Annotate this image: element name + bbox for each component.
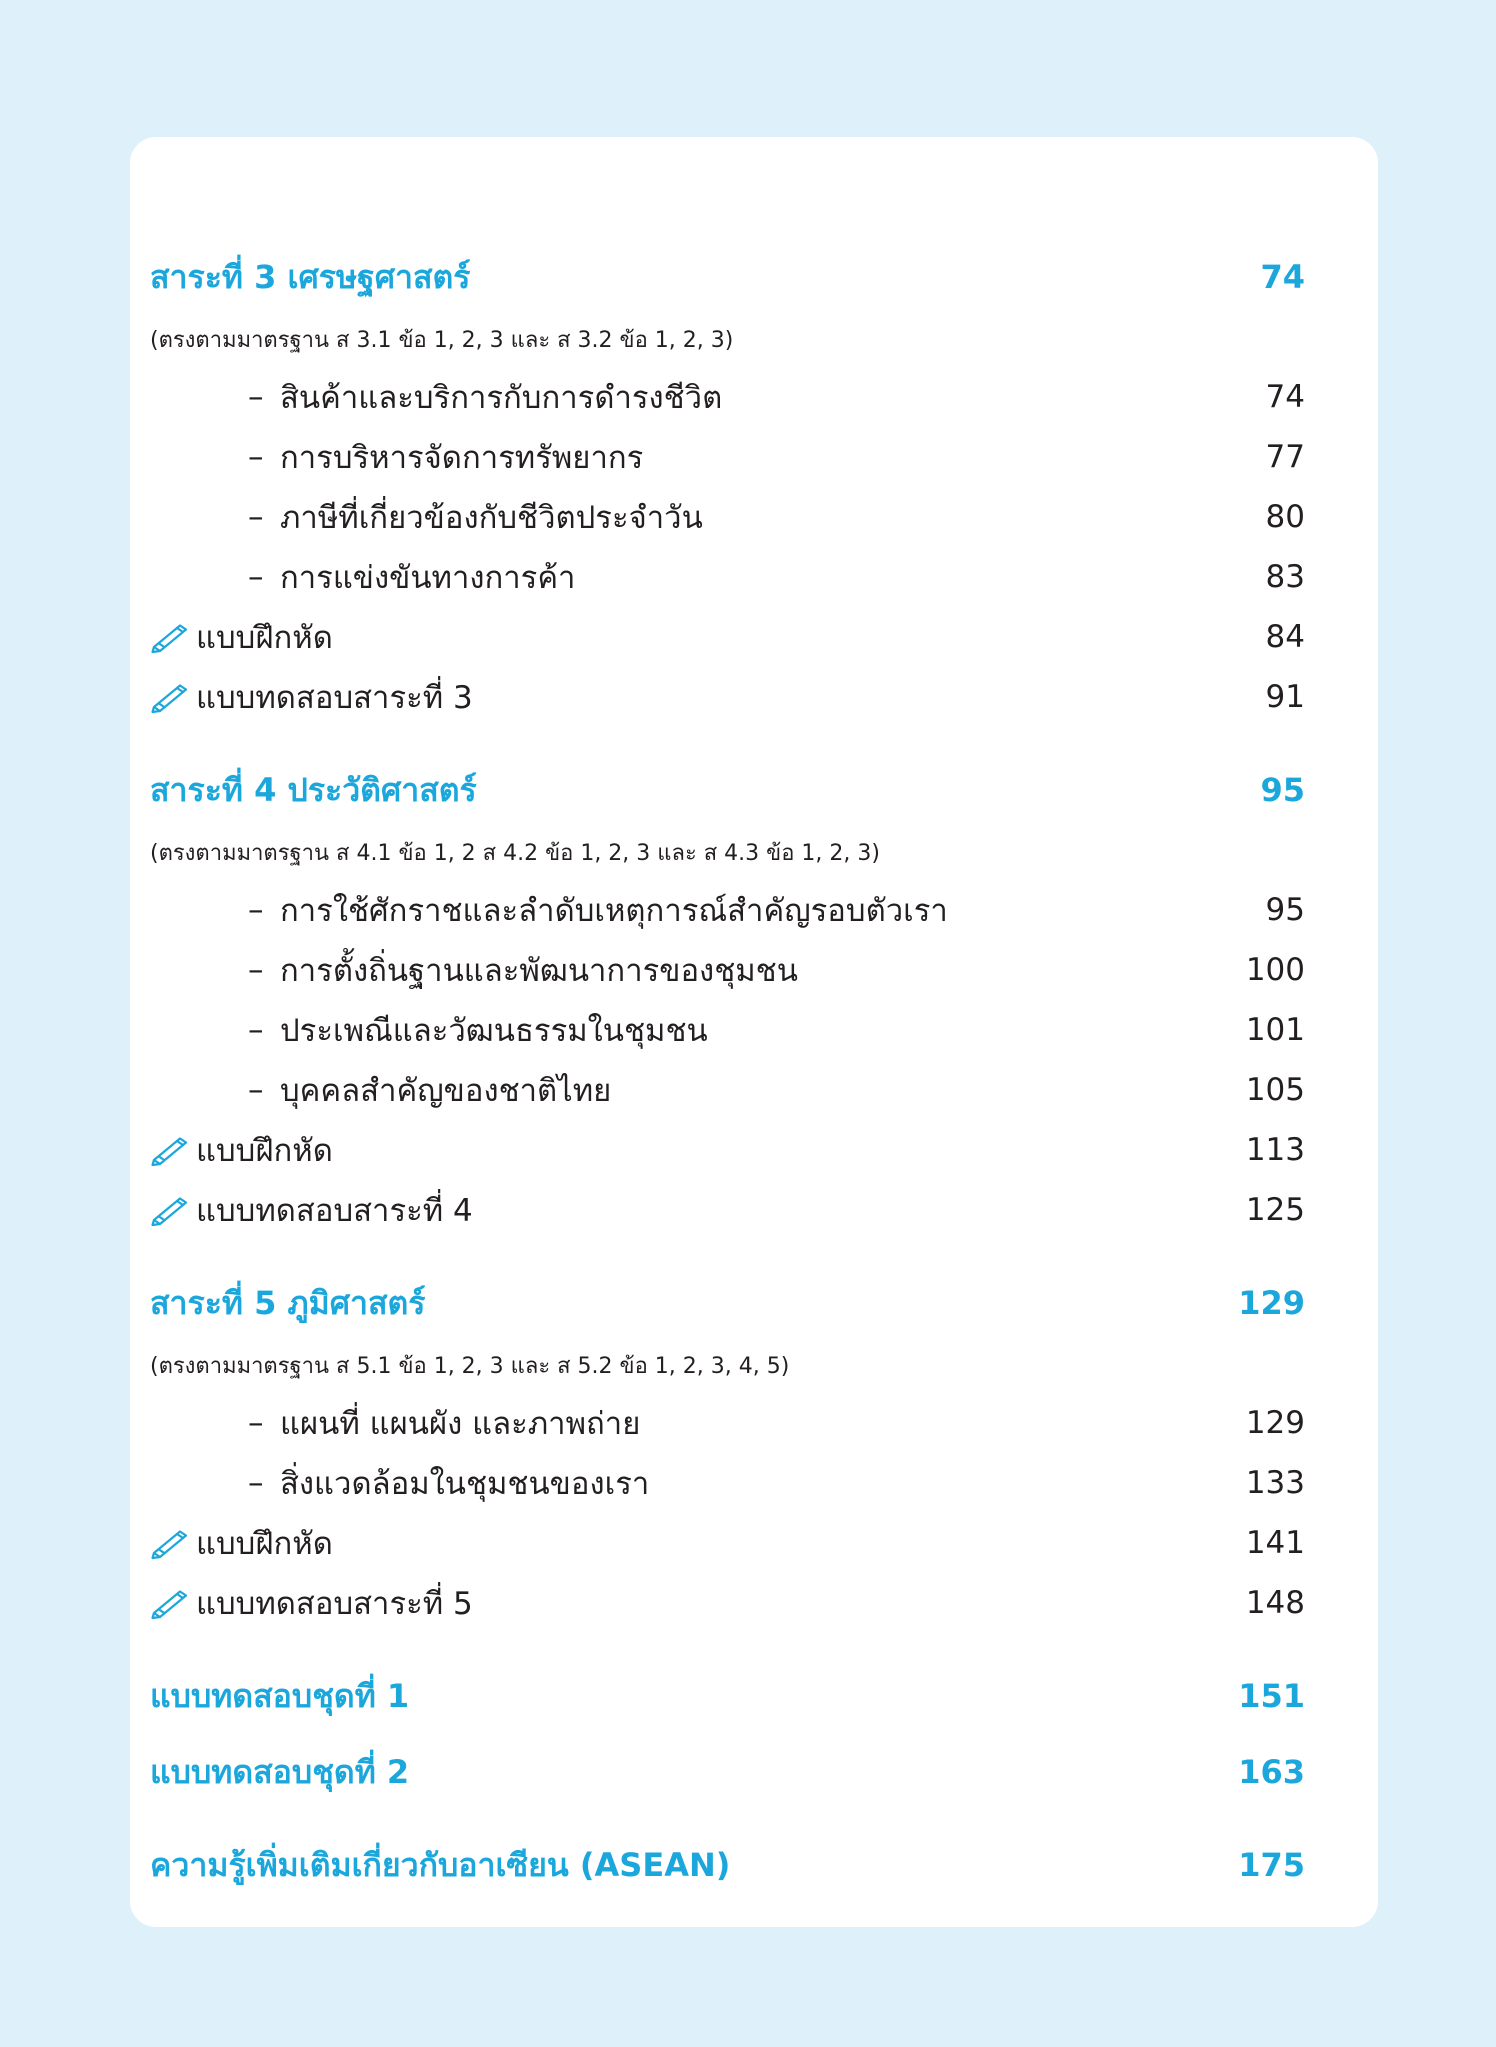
section-page: 129 xyxy=(1238,1284,1305,1322)
entry-label: สินค้าและบริการกับการดำรงชีวิต xyxy=(280,380,723,416)
test-entry[interactable] xyxy=(150,1188,1305,1232)
entry-label: การใช้ศักราชและลำดับเหตุการณ์สำคัญรอบตัวเรา xyxy=(280,893,948,929)
entry-page: 84 xyxy=(1265,619,1305,655)
entry-label: การบริหารจัดการทรัพยากร xyxy=(280,440,644,476)
toc-entry[interactable] xyxy=(150,1008,1305,1052)
extra-page: 175 xyxy=(1238,1846,1305,1884)
extra-title: แบบทดสอบชุดที่ 1 xyxy=(150,1676,410,1715)
entry-page: 133 xyxy=(1245,1465,1305,1501)
toc-entry[interactable] xyxy=(150,435,1305,479)
entry-label: แบบฝึกหัด xyxy=(196,1133,333,1169)
topic-marker: – xyxy=(248,1405,264,1441)
toc-entry[interactable] xyxy=(150,1401,1305,1445)
topic-marker: – xyxy=(248,952,264,988)
pencil-icon xyxy=(150,620,188,654)
entry-page: 91 xyxy=(1265,679,1305,715)
entry-label: สิ่งแวดล้อมในชุมชนของเรา xyxy=(280,1466,650,1502)
entry-page: 80 xyxy=(1265,499,1305,535)
topic-marker: – xyxy=(248,1072,264,1108)
entry-label: แบบฝึกหัด xyxy=(196,1526,333,1562)
section-title: สาระที่ 5 ภูมิศาสตร์ xyxy=(150,1283,426,1322)
extra-heading-test-2[interactable] xyxy=(150,1747,1305,1797)
pencil-icon xyxy=(150,1526,188,1560)
topic-marker: – xyxy=(248,1012,264,1048)
entry-page: 105 xyxy=(1245,1072,1305,1108)
toc-entry[interactable] xyxy=(150,375,1305,419)
entry-label: แผนที่ แผนผัง และภาพถ่าย xyxy=(280,1406,641,1442)
toc-entry[interactable] xyxy=(150,1461,1305,1505)
exercise-entry[interactable] xyxy=(150,1128,1305,1172)
exercise-entry[interactable] xyxy=(150,615,1305,659)
topic-marker: – xyxy=(248,439,264,475)
toc-entry[interactable] xyxy=(150,495,1305,539)
section-3-heading[interactable] xyxy=(150,252,1305,302)
toc-entry[interactable] xyxy=(150,555,1305,599)
topic-marker: – xyxy=(248,499,264,535)
pencil-icon xyxy=(150,1586,188,1620)
entry-page: 141 xyxy=(1245,1525,1305,1561)
entry-page: 95 xyxy=(1265,892,1305,928)
extra-page: 151 xyxy=(1238,1677,1305,1715)
test-entry[interactable] xyxy=(150,1581,1305,1625)
toc-entry[interactable] xyxy=(150,948,1305,992)
section-page: 74 xyxy=(1260,258,1305,296)
extra-title: ความรู้เพิ่มเติมเกี่ยวกับอาเซียน (ASEAN) xyxy=(150,1845,731,1884)
entry-page: 83 xyxy=(1265,559,1305,595)
topic-marker: – xyxy=(248,1465,264,1501)
standard-text: (ตรงตามมาตรฐาน ส 4.1 ข้อ 1, 2 ส 4.2 ข้อ 1, 2, 3 และ ส 4.3 ข้อ 1, 2, 3) xyxy=(150,840,880,866)
extra-page: 163 xyxy=(1238,1753,1305,1791)
entry-label: บุคคลสำคัญของชาติไทย xyxy=(280,1073,612,1109)
standard-text: (ตรงตามมาตรฐาน ส 3.1 ข้อ 1, 2, 3 และ ส 3.2 ข้อ 1, 2, 3) xyxy=(150,327,734,353)
toc-entry[interactable] xyxy=(150,1068,1305,1112)
entry-label: ภาษีที่เกี่ยวข้องกับชีวิตประจำวัน xyxy=(280,500,703,536)
section-3-standard xyxy=(150,323,1305,355)
pencil-icon xyxy=(150,1133,188,1167)
pencil-icon xyxy=(150,680,188,714)
topic-marker: – xyxy=(248,379,264,415)
entry-label: แบบทดสอบสาระที่ 4 xyxy=(196,1193,473,1229)
entry-page: 113 xyxy=(1245,1132,1305,1168)
section-5-standard xyxy=(150,1349,1305,1381)
entry-label: ประเพณีและวัฒนธรรมในชุมชน xyxy=(280,1013,708,1049)
entry-label: การตั้งถิ่นฐานและพัฒนาการของชุมชน xyxy=(280,953,798,989)
extra-heading-asean[interactable] xyxy=(150,1840,1305,1890)
section-4-heading[interactable] xyxy=(150,765,1305,815)
entry-label: แบบทดสอบสาระที่ 3 xyxy=(196,680,473,716)
section-title: สาระที่ 4 ประวัติศาสตร์ xyxy=(150,770,477,809)
section-page: 95 xyxy=(1260,771,1305,809)
entry-page: 101 xyxy=(1245,1012,1305,1048)
section-title: สาระที่ 3 เศรษฐศาสตร์ xyxy=(150,257,471,296)
topic-marker: – xyxy=(248,892,264,928)
topic-marker: – xyxy=(248,559,264,595)
entry-page: 148 xyxy=(1245,1585,1305,1621)
pencil-icon xyxy=(150,1193,188,1227)
entry-label: แบบทดสอบสาระที่ 5 xyxy=(196,1586,473,1622)
entry-page: 125 xyxy=(1245,1192,1305,1228)
standard-text: (ตรงตามมาตรฐาน ส 5.1 ข้อ 1, 2, 3 และ ส 5.2 ข้อ 1, 2, 3, 4, 5) xyxy=(150,1353,790,1379)
entry-label: การแข่งขันทางการค้า xyxy=(280,560,576,596)
extra-title: แบบทดสอบชุดที่ 2 xyxy=(150,1752,410,1791)
entry-page: 100 xyxy=(1245,952,1305,988)
toc-entry[interactable] xyxy=(150,888,1305,932)
entry-page: 74 xyxy=(1265,379,1305,415)
entry-page: 77 xyxy=(1265,439,1305,475)
entry-label: แบบฝึกหัด xyxy=(196,620,333,656)
extra-heading-test-1[interactable] xyxy=(150,1671,1305,1721)
test-entry[interactable] xyxy=(150,675,1305,719)
exercise-entry[interactable] xyxy=(150,1521,1305,1565)
section-5-heading[interactable] xyxy=(150,1278,1305,1328)
entry-page: 129 xyxy=(1245,1405,1305,1441)
section-4-standard xyxy=(150,836,1305,868)
